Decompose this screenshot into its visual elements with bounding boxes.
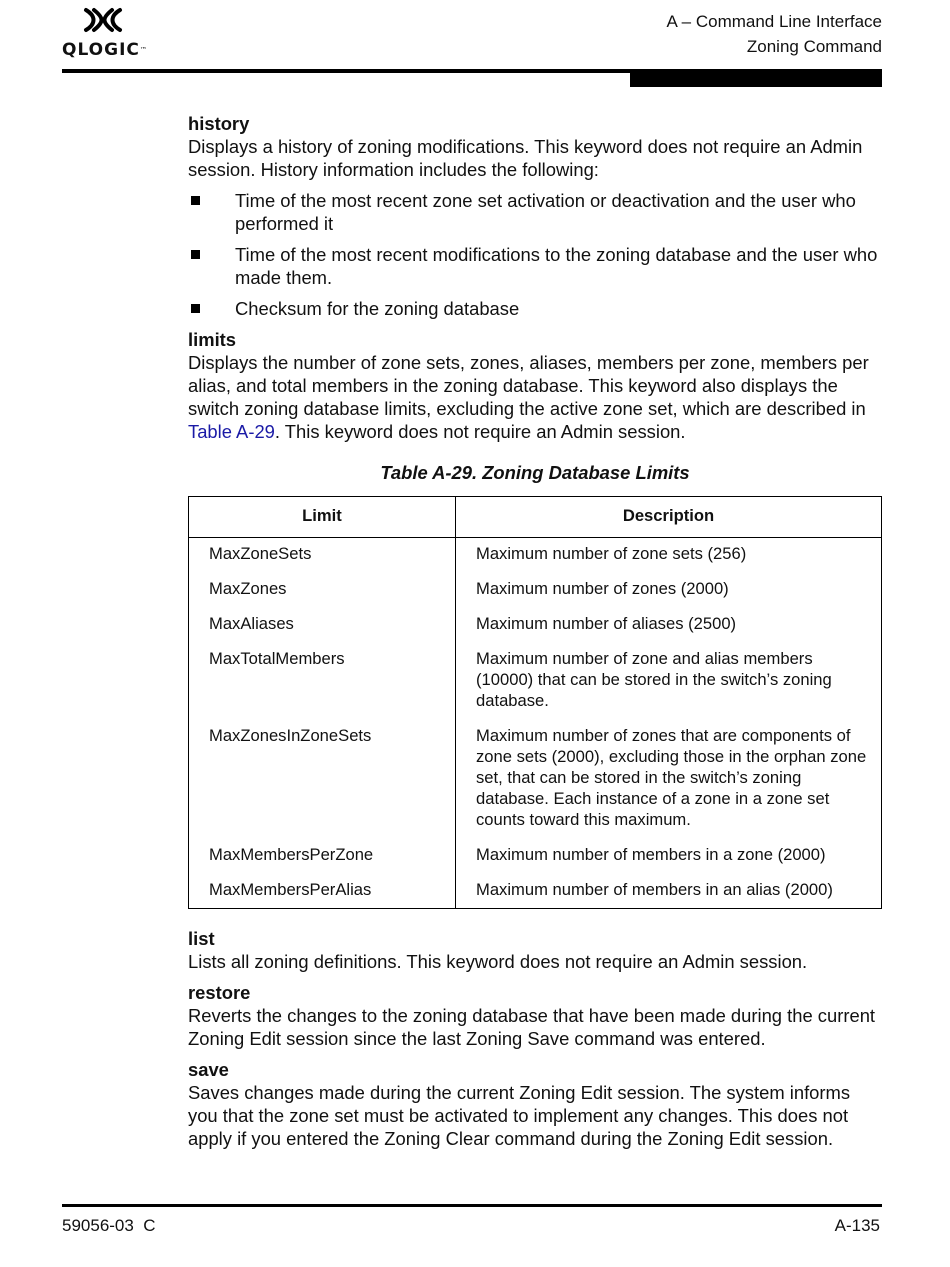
- limit-cell: MaxZones: [189, 571, 456, 606]
- header-bar: [630, 70, 882, 87]
- description-cell: Maximum number of members in a zone (2000): [476, 845, 826, 864]
- table-row: [189, 538, 882, 572]
- table-row: [189, 872, 882, 909]
- limit-cell: MaxAliases: [189, 606, 456, 641]
- table-row: [189, 837, 882, 872]
- qlogic-mark-icon: [82, 6, 124, 34]
- description-cell: Maximum number of zone sets (256): [476, 544, 747, 563]
- running-header: [667, 9, 882, 59]
- keyword-limits: limits: [188, 329, 237, 350]
- table-row: [189, 571, 882, 606]
- table-row: [189, 606, 882, 641]
- header-section: Zoning Command: [746, 37, 882, 56]
- list-item: Time of the most recent zone set activation or deactivation and the user who performed it: [188, 189, 882, 235]
- keyword-save: save: [188, 1059, 229, 1080]
- list-item: Time of the most recent modifications to the zoning database and the user who made them.: [188, 243, 882, 289]
- table-a29-link[interactable]: Table A-29: [188, 421, 275, 442]
- limit-cell: MaxTotalMembers: [189, 641, 456, 718]
- history-bullet-list: [188, 189, 882, 320]
- limit-cell: MaxMembersPerZone: [189, 837, 456, 872]
- page-body: [188, 112, 882, 1150]
- logo-wordmark: QLOGIC™: [62, 40, 148, 60]
- limit-cell: MaxZoneSets: [189, 538, 456, 572]
- footer-rule: [62, 1204, 882, 1207]
- keyword-list: list: [188, 928, 215, 949]
- qlogic-logo: [62, 6, 152, 60]
- limit-cell: MaxZonesInZoneSets: [189, 718, 456, 837]
- footer-page-number: A-135: [834, 1216, 880, 1235]
- bullet-square-icon: [191, 250, 200, 259]
- table-row: [189, 718, 882, 837]
- keyword-restore: restore: [188, 982, 251, 1003]
- description-cell: Maximum number of zones (2000): [476, 579, 729, 598]
- logo-trademark: ™: [139, 46, 148, 54]
- restore-description: Reverts the changes to the zoning database that have been made during the current Zoning Edit session since the last Zoning Save command was entered.: [188, 1005, 876, 1049]
- limits-description: Displays the number of zone sets, zones, aliases, members per zone, members per alias, and total members in the zoning database. This keyword also displays the switch zoning database limits, excluding the active zone set, which are described in Table A-29. This keyword does not require an Admin session.: [188, 352, 869, 442]
- table-caption: Table A-29. Zoning Database Limits: [380, 462, 690, 483]
- header-chapter: A – Command Line Interface: [666, 12, 882, 31]
- list-description: Lists all zoning definitions. This keyword does not require an Admin session.: [188, 951, 808, 972]
- description-cell: Maximum number of zone and alias members (10000) that can be stored in the switch’s zoning database.: [476, 649, 832, 710]
- footer-doc-number: 59056-03 C: [62, 1216, 156, 1235]
- save-description: Saves changes made during the current Zoning Edit session. The system informs you that the zone set must be activated to implement any changes. This does not apply if you entered the Zoning Clear command during the Zoning Edit session.: [188, 1082, 851, 1149]
- description-cell: Maximum number of aliases (2500): [476, 614, 737, 633]
- limit-cell: MaxMembersPerAlias: [189, 872, 456, 909]
- zoning-limits-table: [188, 496, 882, 909]
- description-cell: Maximum number of members in an alias (2000): [476, 880, 833, 899]
- table-header-row: [189, 497, 882, 538]
- history-description: Displays a history of zoning modifications. This keyword does not require an Admin session. History information includes the following:: [188, 136, 863, 180]
- keyword-history: history: [188, 113, 250, 134]
- description-cell: Maximum number of zones that are components of zone sets (2000), excluding those in the orphan zone set, that can be stored in the switch’s zoning database. Each instance of a zone in a zone set counts toward this maximum.: [476, 726, 867, 829]
- table-row: [189, 641, 882, 718]
- bullet-square-icon: [191, 304, 200, 313]
- list-item: Checksum for the zoning database: [188, 297, 882, 320]
- column-header-description: Description: [456, 497, 882, 538]
- column-header-limit: Limit: [189, 497, 456, 538]
- bullet-square-icon: [191, 196, 200, 205]
